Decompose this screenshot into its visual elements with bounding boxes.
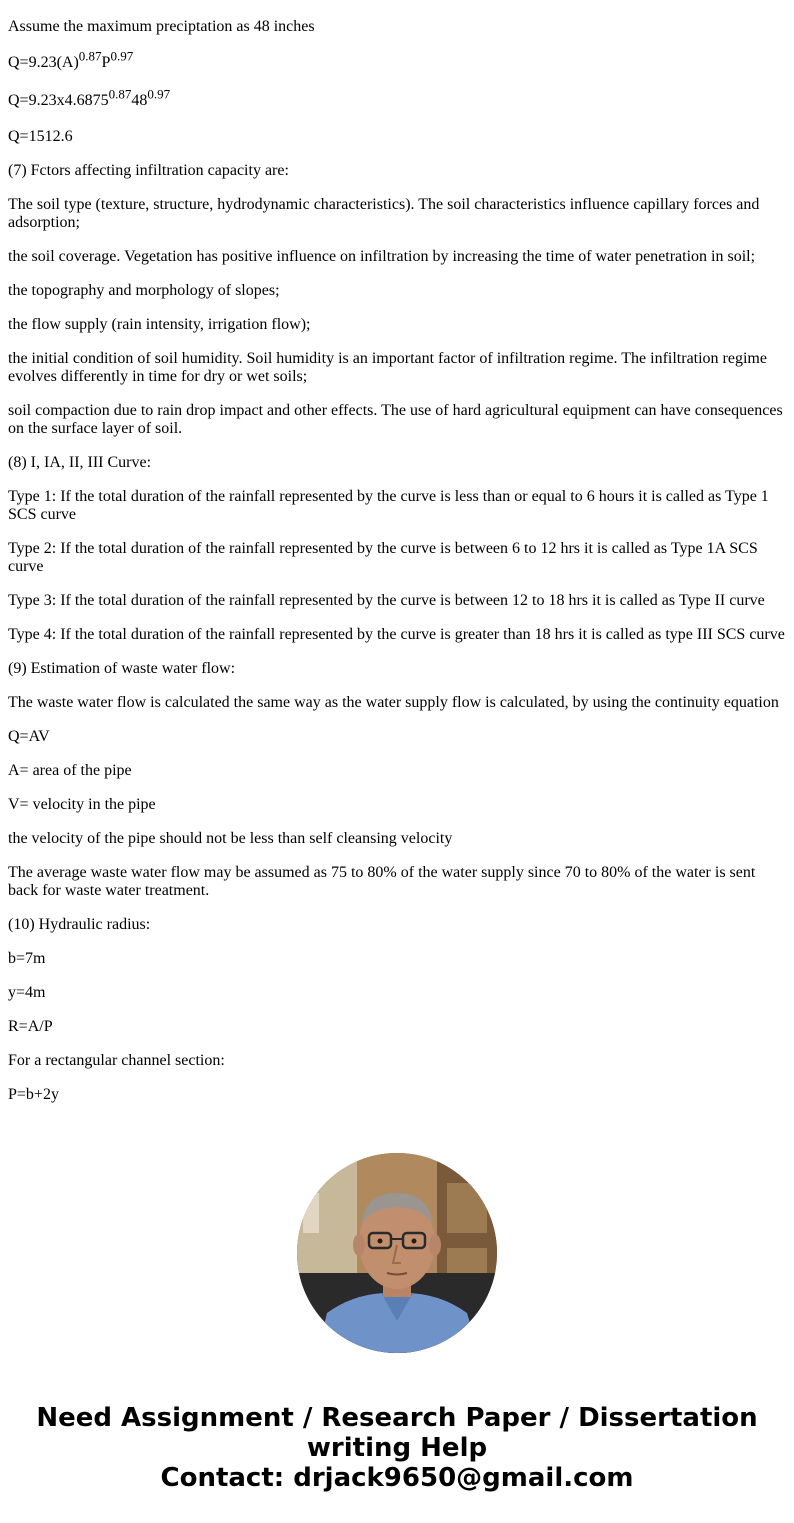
paragraph: the soil coverage. Vegetation has positive influence on infiltration by increasing the time of water penetration in soil;	[8, 248, 756, 265]
paragraph: Assume the maximum preciptation as 48 inches	[8, 18, 315, 35]
article-body	[8, 0, 786, 1120]
paragraph: y=4m	[8, 984, 46, 1001]
paragraph: Q=AV	[8, 728, 50, 745]
equation: $Q=9.23x4.6875^{0.87}48^{0.97}$	[8, 86, 171, 109]
paragraph: A= area of the pipe	[8, 762, 132, 779]
paragraph: V= velocity in the pipe	[8, 796, 156, 813]
paragraph: soil compaction due to rain drop impact and other effects. The use of hard agricultural equipment can have consequences on the surface layer of soil.	[8, 402, 783, 437]
paragraph: The soil type (texture, structure, hydrodynamic characteristics). The soil characteristics influence capillary forces and adsorption;	[8, 196, 760, 231]
paragraph: the velocity of the pipe should not be less than self cleansing velocity	[8, 830, 453, 847]
section-heading: (10) Hydraulic radius:	[8, 916, 151, 933]
author-avatar	[297, 1153, 497, 1353]
section-heading: (8) I, IA, II, III Curve:	[8, 454, 152, 471]
section-heading: (7) Fctors affecting infiltration capacity are:	[8, 162, 289, 179]
paragraph: P=b+2y	[8, 1086, 59, 1103]
paragraph: Type 1: If the total duration of the rainfall represented by the curve is less than or equal to 6 hours it is called as Type 1 SCS curve	[8, 488, 769, 523]
paragraph: Type 2: If the total duration of the rainfall represented by the curve is between 6 to 12 hrs it is called as Type 1A SCS curve	[8, 540, 758, 575]
paragraph: For a rectangular channel section:	[8, 1052, 225, 1069]
promo-contact[interactable]: Contact: drjack9650@gmail.com	[160, 1463, 634, 1493]
paragraph: R=A/P	[8, 1018, 53, 1035]
paragraph: the initial condition of soil humidity. Soil humidity is an important factor of infiltration regime. The infiltration regime evolves differently in time for dry or wet soils;	[8, 350, 767, 385]
promo-line: Need Assignment / Research Paper / Dissertation	[36, 1403, 758, 1433]
paragraph: The average waste water flow may be assumed as 75 to 80% of the water supply since 70 to 80% of the water is sent back for waste water treatment.	[8, 864, 756, 899]
paragraph: the flow supply (rain intensity, irrigation flow);	[8, 316, 311, 333]
paragraph: Type 4: If the total duration of the rainfall represented by the curve is greater than 18 hrs it is called as type III SCS curve	[8, 626, 785, 643]
section-heading: (9) Estimation of waste water flow:	[8, 660, 236, 677]
promo-line: writing Help	[306, 1433, 488, 1463]
promo-banner	[0, 1403, 794, 1493]
paragraph: Type 3: If the total duration of the rainfall represented by the curve is between 12 to 18 hrs it is called as Type II curve	[8, 592, 765, 609]
paragraph: b=7m	[8, 950, 46, 967]
paragraph	[8, 0, 786, 2]
paragraph: Q=1512.6	[8, 128, 73, 145]
paragraph: The waste water flow is calculated the same way as the water supply flow is calculated, by using the continuity equation	[8, 694, 779, 711]
equation: $Q=9.23(A)^{0.87}P^{0.97}$	[8, 48, 134, 71]
portrait-illustration	[297, 1153, 497, 1353]
paragraph: the topography and morphology of slopes;	[8, 282, 280, 299]
